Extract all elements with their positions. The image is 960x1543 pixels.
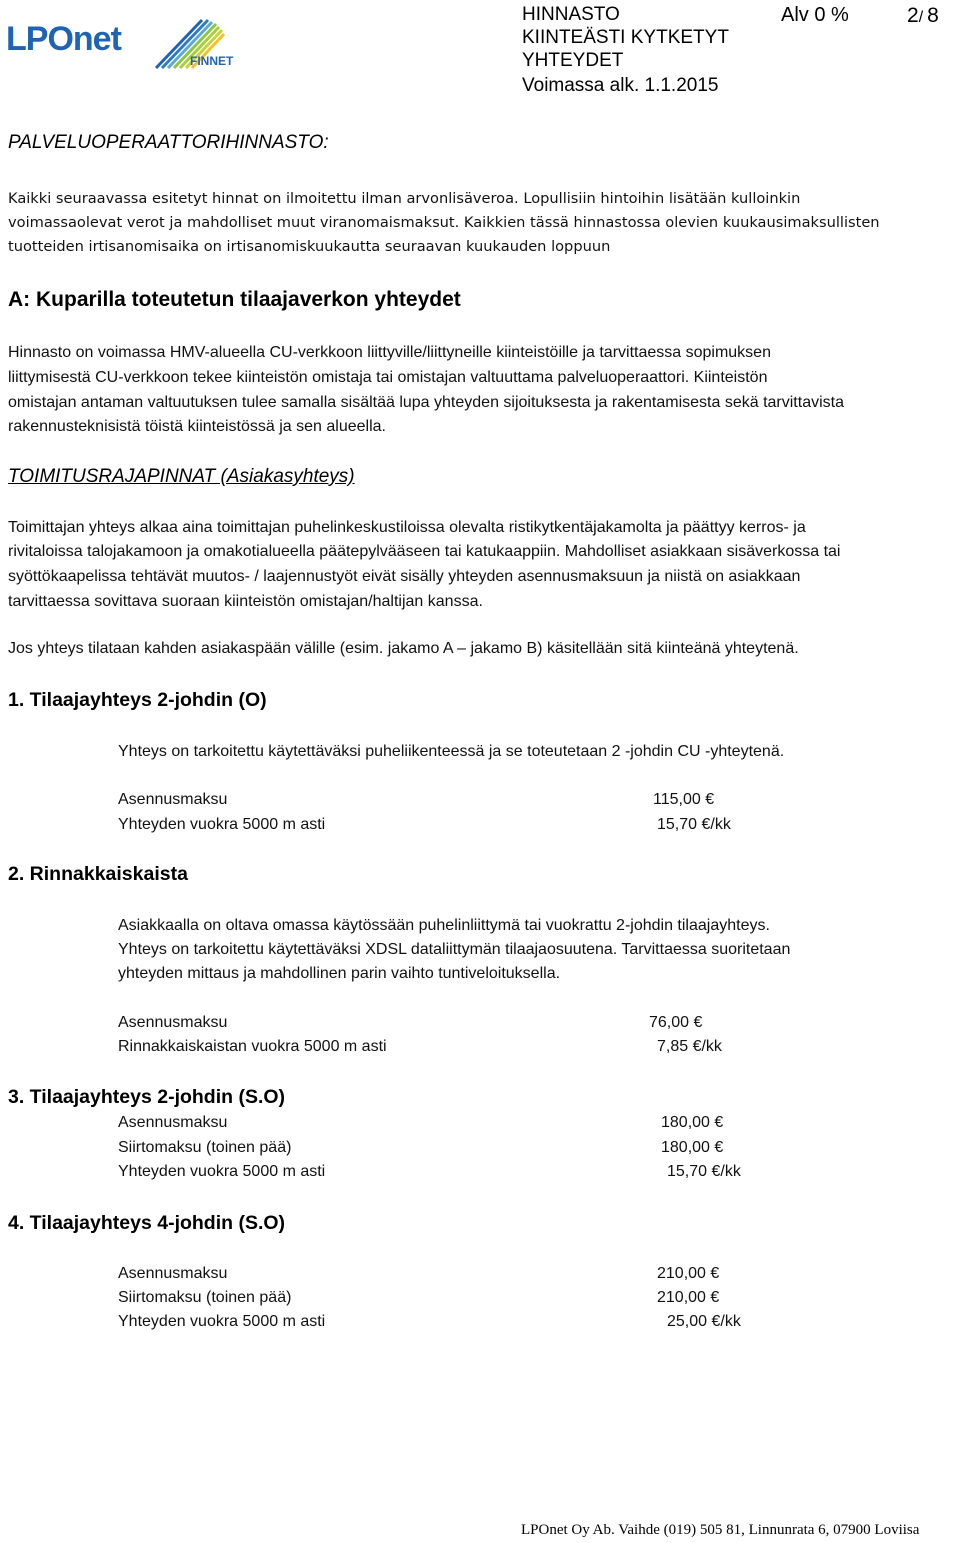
price-label: Asennusmaksu	[118, 1114, 228, 1131]
product-description: Asiakkaalla on oltava omassa käytössään puhelinliittymä tai vuokrattu 2-johdin tilaajayhteys.	[118, 917, 770, 934]
price-amount: 15,70 €/kk	[657, 816, 731, 833]
interfaces-heading: TOIMITUSRAJAPINNAT (Asiakasyhteys)	[8, 466, 355, 487]
section-a-line: rakennusteknisistä töistä kiinteistössä ja sen alueella.	[8, 418, 386, 435]
product-description: Yhteys on tarkoitettu käytettäväksi XDSL dataliittymän tilaajaosuutena. Tarvittaessa suoritetaan	[118, 941, 791, 958]
section-a-heading: A: Kuparilla toteutetun tilaajaverkon yhteydet	[8, 288, 461, 311]
price-label: Yhteyden vuokra 5000 m asti	[118, 1163, 326, 1180]
header-valid-date: Voimassa alk. 1.1.2015	[522, 75, 719, 96]
price-amount: 115,00 €	[653, 791, 715, 808]
header-title-1: HINNASTO	[522, 4, 620, 25]
price-label: Yhteyden vuokra 5000 m asti	[118, 816, 326, 833]
product-description: Yhteys on tarkoitettu käytettäväksi puheliikenteessä ja se toteutetaan 2 -johdin CU -yhteytenä.	[118, 743, 785, 760]
logo-sub: FINNET	[190, 54, 234, 68]
page-total: 8	[927, 4, 939, 27]
product-heading: 4. Tilaajayhteys 4-johdin (S.O)	[8, 1212, 286, 1234]
price-label: Yhteyden vuokra 5000 m asti	[118, 1313, 326, 1330]
page-separator: /	[918, 9, 924, 26]
price-label: Siirtomaksu (toinen pää)	[118, 1139, 292, 1156]
intro-heading: PALVELUOPERAATTORIHINNASTO:	[8, 132, 329, 153]
interfaces-line: Toimittajan yhteys alkaa aina toimittajan puhelinkeskustiloissa olevalta ristikytkentäjakamolta ja päättyy kerros- ja	[8, 519, 806, 536]
price-label: Rinnakkaiskaistan vuokra 5000 m asti	[118, 1038, 387, 1055]
price-label: Siirtomaksu (toinen pää)	[118, 1289, 292, 1306]
header-title-2: KIINTEÄSTI KYTKETYT	[522, 27, 729, 48]
interfaces-note: Jos yhteys tilataan kahden asiakaspään välille (esim. jakamo A – jakamo B) käsitellään sitä kiinteänä yhteytenä.	[8, 640, 799, 657]
product-heading: 3. Tilaajayhteys 2-johdin (S.O)	[8, 1086, 286, 1108]
interfaces-line: tarvittaessa sovittava suoraan kiinteistön omistajan/haltijan kanssa.	[8, 593, 483, 610]
price-label: Asennusmaksu	[118, 1265, 228, 1282]
logo-brand: LPOnet	[6, 20, 121, 58]
price-amount: 76,00 €	[649, 1014, 703, 1031]
intro-line: Kaikki seuraavassa esitetyt hinnat on ilmoitettu ilman arvonlisäveroa. Lopullisiin hintoihin lisätään kulloinkin	[8, 190, 801, 207]
price-amount: 180,00 €	[661, 1114, 724, 1131]
price-amount: 25,00 €/kk	[667, 1313, 741, 1330]
product-heading: 2. Rinnakkaiskaista	[8, 863, 188, 885]
product-description: yhteyden mittaus ja mahdollinen parin vaihto tuntiveloituksella.	[118, 965, 561, 982]
footer-contact: LPOnet Oy Ab. Vaihde (019) 505 81, Linnunrata 6, 07900 Loviisa	[521, 1522, 920, 1538]
product-heading: 1. Tilaajayhteys 2-johdin (O)	[8, 689, 267, 711]
section-a-line: omistajan antaman valtuutuksen tulee samalla sisältää lupa yhteyden sijoituksesta ja rakentamisesta sekä tarvittavista	[8, 394, 844, 411]
intro-line: voimassaolevat verot ja mahdolliset muut viranomaismaksut. Kaikkien tässä hinnastossa olevien kuukausimaksullisten	[8, 214, 880, 231]
intro-line: tuotteiden irtisanomisaika on irtisanomiskuukautta seuraavan kuukauden loppuun	[8, 238, 611, 255]
logo	[6, 10, 238, 72]
price-amount: 15,70 €/kk	[667, 1163, 741, 1180]
page-number: 2	[907, 4, 919, 27]
price-label: Asennusmaksu	[118, 791, 228, 808]
interfaces-line: rivitaloissa talojakamoon ja omakotialueella päätepylvääseen tai katukaappiin. Mahdolliset asiakkaan sisäverkossa tai	[8, 543, 841, 560]
section-a-line: liittymisestä CU-verkkoon tekee kiinteistön omistaja tai omistajan valtuuttama palveluoperaattori. Kiinteistön	[8, 369, 768, 386]
price-amount: 210,00 €	[657, 1289, 720, 1306]
section-a-line: Hinnasto on voimassa HMV-alueella CU-verkkoon liittyville/liittyneille kiinteistöille ja tarvittaessa sopimuksen	[8, 344, 771, 361]
interfaces-line: syöttökaapelissa tehtävät muutos- / laajennustyöt eivät sisälly yhteyden asennusmaksuun ja niistä on asiakkaan	[8, 568, 801, 585]
price-label: Asennusmaksu	[118, 1014, 228, 1031]
price-amount: 7,85 €/kk	[657, 1038, 722, 1055]
price-amount: 210,00 €	[657, 1265, 720, 1282]
page-indicator	[907, 4, 939, 28]
price-amount: 180,00 €	[661, 1139, 724, 1156]
header-vat: Alv 0 %	[781, 4, 849, 26]
header-title-3: YHTEYDET	[522, 50, 624, 71]
